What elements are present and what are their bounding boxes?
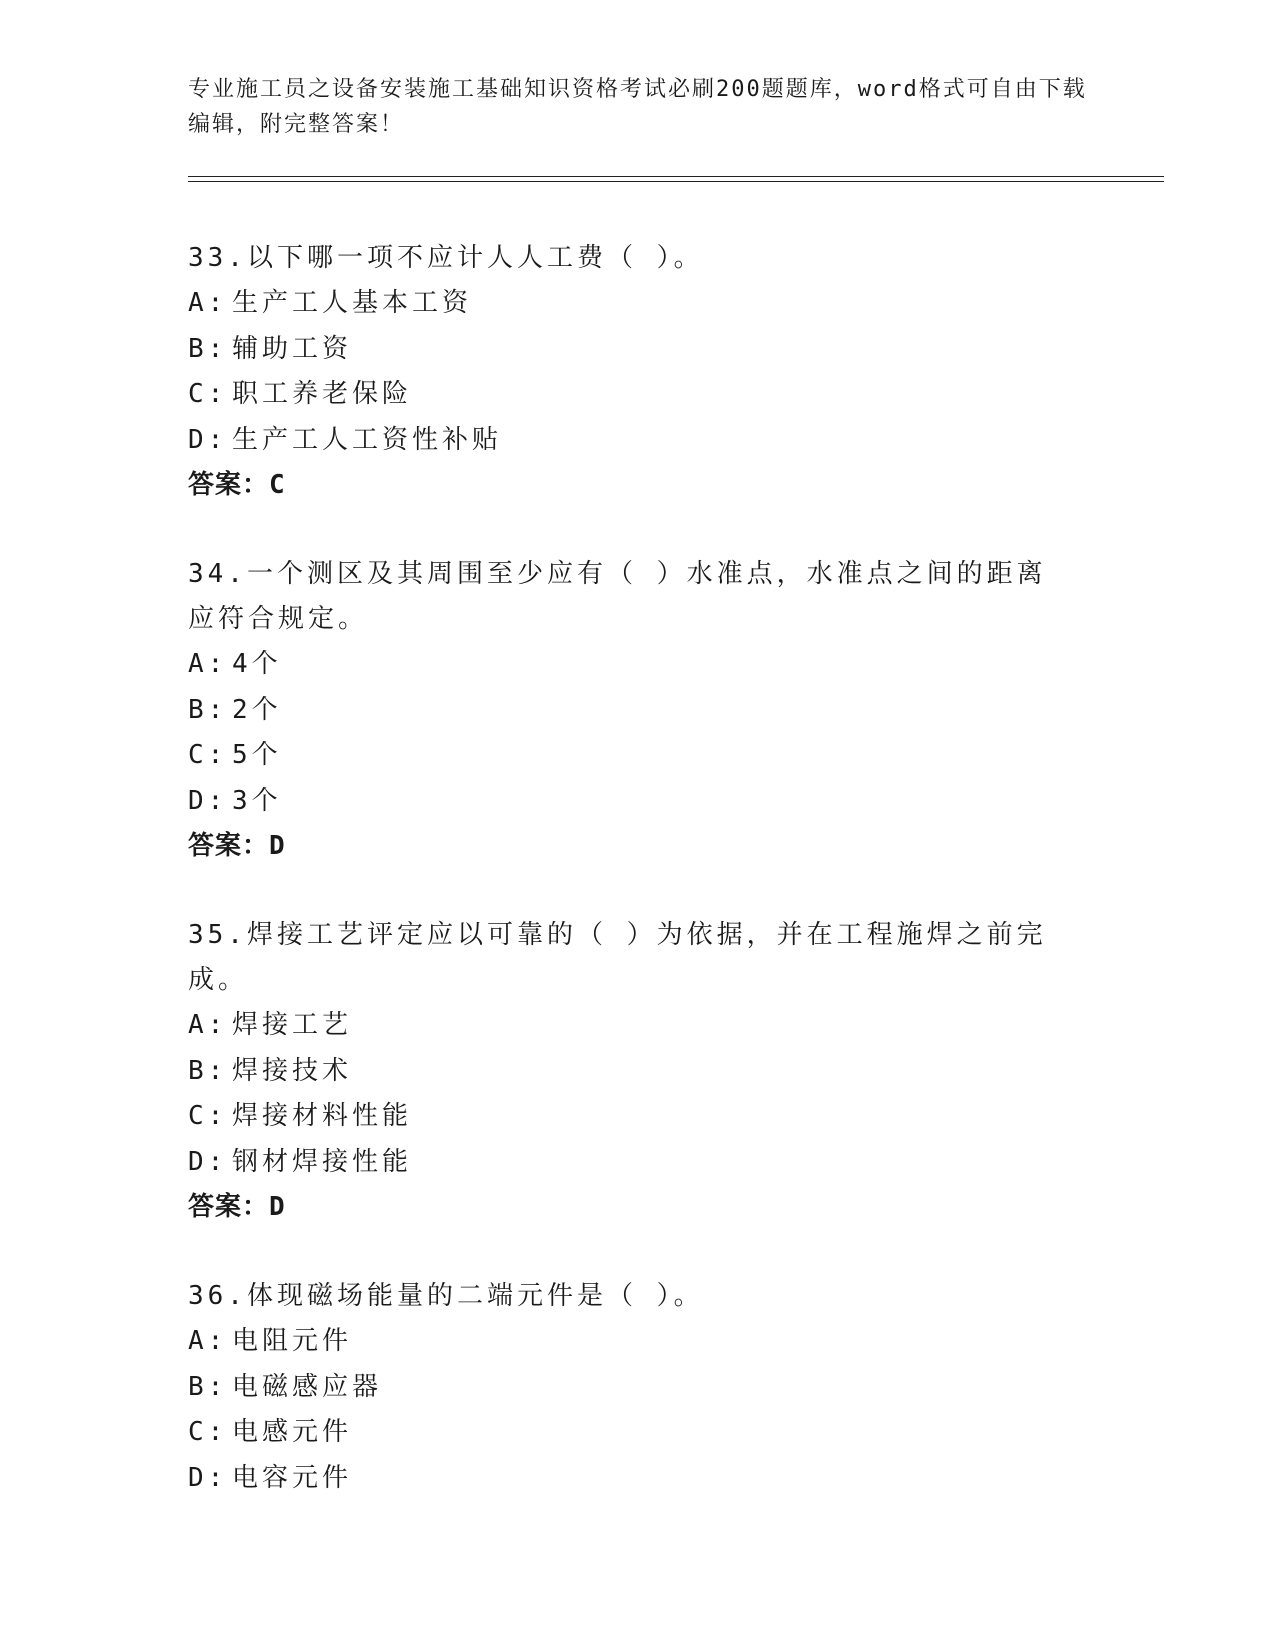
option-b xyxy=(188,327,1088,373)
question-35 xyxy=(188,913,1088,1230)
question-stem: 34.一个测区及其周围至少应有（ ）水准点，水准点之间的距离应符合规定。 xyxy=(188,559,1047,634)
option-text: 生产工人工资性补贴 xyxy=(232,424,503,455)
question-36 xyxy=(188,1274,1088,1501)
option-d xyxy=(188,1456,1088,1502)
option-text: 3个 xyxy=(232,785,282,816)
option-letter: C: xyxy=(188,379,228,409)
option-letter: A: xyxy=(188,1010,228,1040)
question-stem: 36.体现磁场能量的二端元件是（ ）。 xyxy=(188,1281,704,1311)
option-d xyxy=(188,418,1088,464)
option-c xyxy=(188,372,1088,418)
option-letter: A: xyxy=(188,649,228,679)
option-text: 电感元件 xyxy=(232,1417,353,1447)
option-letter: B: xyxy=(188,694,228,725)
option-text: 焊接材料性能 xyxy=(232,1101,413,1131)
option-letter: C: xyxy=(188,740,228,770)
option-letter: B: xyxy=(188,1371,228,1402)
option-text: 辅助工资 xyxy=(232,333,353,364)
option-letter: B: xyxy=(188,1055,228,1086)
option-letter: C: xyxy=(188,1417,228,1447)
document-header: 专业施工员之设备安装施工基础知识资格考试必刷200题题库，word格式可自由下载编辑，附完整答案！ xyxy=(188,77,1087,137)
option-letter: A: xyxy=(188,288,228,318)
option-text: 焊接工艺 xyxy=(232,1010,353,1040)
option-text: 电磁感应器 xyxy=(232,1371,383,1402)
option-letter: B: xyxy=(188,333,228,364)
option-b xyxy=(188,688,1088,734)
option-c xyxy=(188,733,1088,779)
option-text: 电阻元件 xyxy=(232,1326,353,1356)
question-stem: 35.焊接工艺评定应以可靠的（ ）为依据，并在工程施焊之前完成。 xyxy=(188,920,1047,995)
option-text: 5个 xyxy=(232,740,282,770)
question-list xyxy=(188,236,1088,1545)
answer-key: 答案：D xyxy=(188,831,286,861)
option-c xyxy=(188,1410,1088,1456)
option-d xyxy=(188,1140,1088,1186)
header-divider-bottom xyxy=(188,181,1164,182)
question-stem: 33.以下哪一项不应计人人工费（ ）。 xyxy=(188,243,704,273)
option-a xyxy=(188,281,1088,327)
option-b xyxy=(188,1049,1088,1095)
option-letter: D: xyxy=(188,424,228,455)
option-d xyxy=(188,779,1088,825)
header-divider-top xyxy=(188,176,1164,177)
option-c xyxy=(188,1094,1088,1140)
option-a xyxy=(188,642,1088,688)
option-a xyxy=(188,1003,1088,1049)
option-letter: D: xyxy=(188,1146,228,1177)
question-34 xyxy=(188,552,1088,869)
answer-key: 答案：D xyxy=(188,1192,286,1222)
answer-key: 答案：C xyxy=(188,470,286,500)
option-letter: D: xyxy=(188,785,228,816)
option-b xyxy=(188,1365,1088,1411)
option-text: 4个 xyxy=(232,649,282,679)
option-text: 钢材焊接性能 xyxy=(232,1146,413,1177)
option-letter: A: xyxy=(188,1326,228,1356)
question-33 xyxy=(188,236,1088,508)
option-text: 电容元件 xyxy=(232,1462,353,1493)
option-text: 2个 xyxy=(232,694,282,725)
option-text: 焊接技术 xyxy=(232,1055,353,1086)
option-letter: D: xyxy=(188,1462,228,1493)
option-text: 生产工人基本工资 xyxy=(232,288,473,318)
option-text: 职工养老保险 xyxy=(232,379,413,409)
option-a xyxy=(188,1319,1088,1365)
option-letter: C: xyxy=(188,1101,228,1131)
